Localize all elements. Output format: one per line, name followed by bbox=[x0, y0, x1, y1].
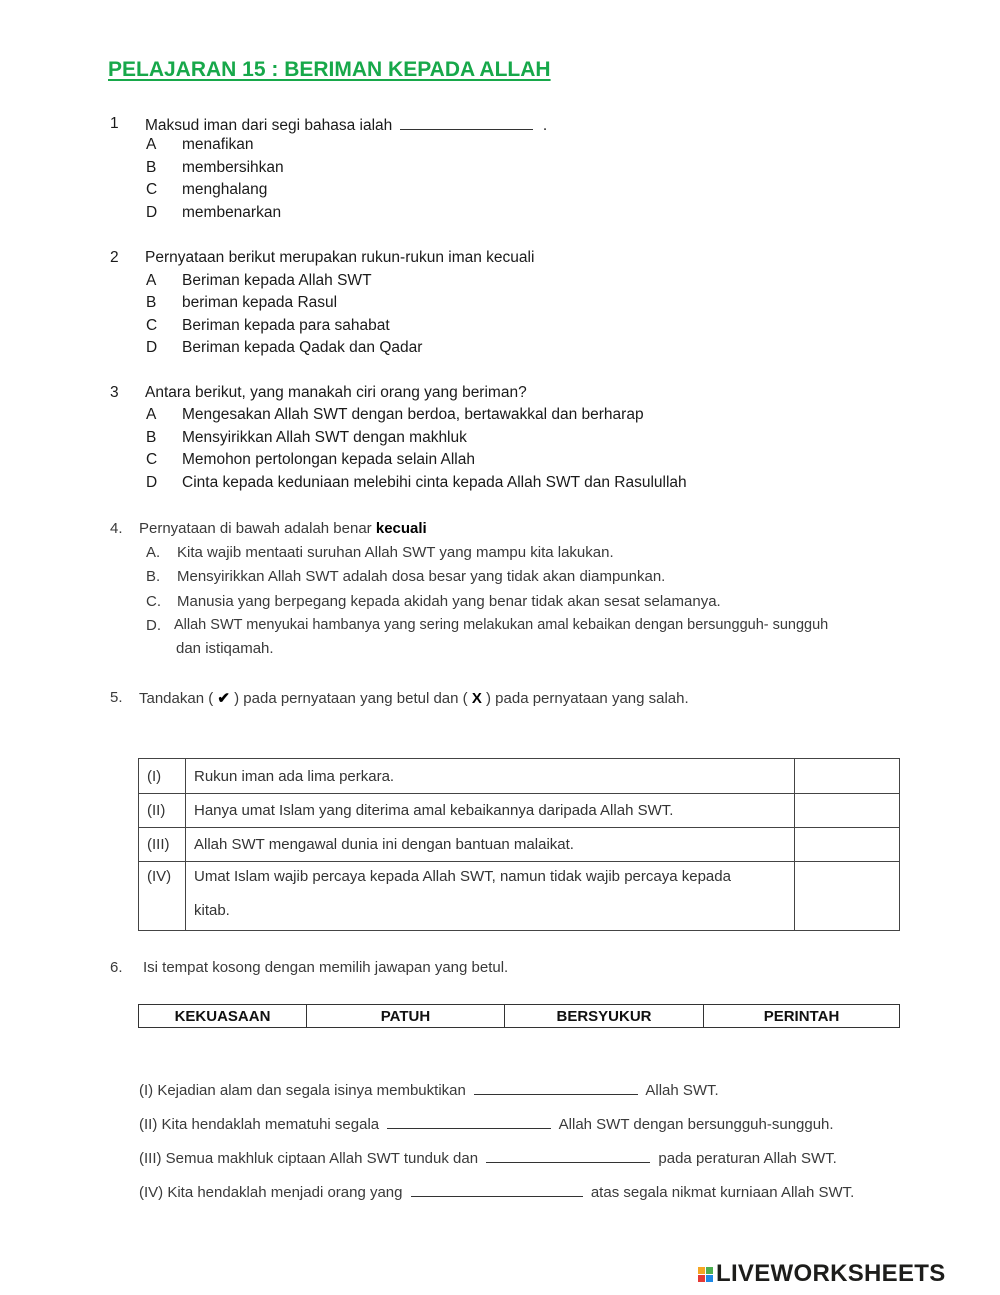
question-number: 1 bbox=[110, 115, 119, 132]
table-row bbox=[139, 828, 900, 862]
question-text: Isi tempat kosong dengan memilih jawapan yang betul. bbox=[143, 959, 509, 976]
option-letter: A bbox=[146, 272, 157, 289]
question-number: 3 bbox=[110, 384, 119, 401]
option-a[interactable] bbox=[146, 544, 614, 561]
question-text: Tandakan ( bbox=[139, 690, 214, 707]
option-letter: C. bbox=[146, 593, 161, 610]
fill-item-1 bbox=[139, 1080, 719, 1099]
question-text: Pernyataan berikut merupakan rukun-rukun iman kecuali bbox=[145, 249, 535, 266]
option-text-continued: dan istiqamah. bbox=[176, 640, 274, 657]
page-title: PELAJARAN 15 : BERIMAN KEPADA ALLAH bbox=[108, 58, 551, 81]
fill-item-3 bbox=[139, 1148, 837, 1167]
table-row bbox=[139, 862, 900, 931]
question-5 bbox=[110, 689, 689, 707]
row-numeral: (II) bbox=[139, 794, 186, 828]
brand-name: LIVEWORKSHEETS bbox=[716, 1260, 946, 1287]
answer-cell[interactable] bbox=[795, 759, 900, 794]
option-letter: C bbox=[146, 181, 158, 198]
option-text: membersihkan bbox=[182, 159, 284, 176]
answer-blank[interactable] bbox=[486, 1148, 650, 1163]
option-letter: D. bbox=[146, 617, 161, 634]
option-letter: A bbox=[146, 406, 157, 423]
answer-blank[interactable] bbox=[400, 115, 533, 130]
option-letter: B bbox=[146, 429, 157, 446]
answer-cell[interactable] bbox=[795, 828, 900, 862]
statement-text: Allah SWT mengawal dunia ini dengan bantuan malaikat. bbox=[186, 828, 795, 862]
option-letter: B. bbox=[146, 568, 161, 585]
option-letter: B bbox=[146, 294, 157, 311]
cross-icon: X bbox=[471, 690, 482, 707]
option-text: Allah SWT menyukai hambanya yang sering melakukan amal kebaikan dengan bersungguh- sungguh bbox=[174, 617, 829, 633]
fill-text: Allah SWT dengan bersungguh-sungguh. bbox=[558, 1116, 834, 1133]
fill-item-2 bbox=[139, 1114, 834, 1133]
row-numeral: (I) bbox=[139, 759, 186, 794]
option-text: Beriman kepada para sahabat bbox=[182, 317, 390, 334]
option-text: membenarkan bbox=[182, 204, 282, 221]
row-numeral: (IV) bbox=[139, 862, 186, 931]
liveworksheets-logo bbox=[698, 1260, 946, 1288]
true-false-table bbox=[138, 758, 900, 931]
table-row bbox=[139, 794, 900, 828]
answer-cell[interactable] bbox=[795, 794, 900, 828]
option-text: Kita wajib mentaati suruhan Allah SWT yang mampu kita lakukan. bbox=[177, 544, 614, 561]
logo-mark-icon bbox=[698, 1267, 713, 1282]
option-text: Mensyirikkan Allah SWT dengan makhluk bbox=[182, 429, 467, 446]
statement-text-continued: kitab. bbox=[194, 902, 230, 919]
question-number: 2 bbox=[110, 249, 119, 266]
row-numeral: (III) bbox=[139, 828, 186, 862]
fill-text: (II) Kita hendaklah mematuhi segala bbox=[139, 1116, 380, 1133]
option-letter: D bbox=[146, 339, 158, 356]
question-number: 5. bbox=[110, 689, 123, 706]
statement-text: Rukun iman ada lima perkara. bbox=[186, 759, 795, 794]
option-text: Beriman kepada Qadak dan Qadar bbox=[182, 339, 423, 356]
option-letter: D bbox=[146, 204, 158, 221]
option-letter: D bbox=[146, 474, 158, 491]
question-6 bbox=[110, 959, 509, 976]
option-text: menafikan bbox=[182, 136, 254, 153]
question-tail: . bbox=[542, 117, 548, 134]
table-row bbox=[139, 759, 900, 794]
question-number: 4. bbox=[110, 520, 123, 537]
option-text: Mengesakan Allah SWT dengan berdoa, bertawakkal dan berharap bbox=[182, 406, 644, 423]
option-text: Memohon pertolongan kepada selain Allah bbox=[182, 451, 475, 468]
fill-text: Allah SWT. bbox=[645, 1082, 719, 1099]
question-4 bbox=[110, 520, 427, 537]
answer-blank[interactable] bbox=[474, 1080, 638, 1095]
option-letter: B bbox=[146, 159, 157, 176]
question-text: Maksud iman dari segi bahasa ialah bbox=[145, 117, 393, 134]
check-icon: ✔ bbox=[217, 690, 230, 707]
option-letter: C bbox=[146, 317, 158, 334]
option-d[interactable] bbox=[146, 617, 829, 634]
word-option[interactable]: KEKUASAAN bbox=[139, 1005, 307, 1028]
option-text: beriman kepada Rasul bbox=[182, 294, 338, 311]
option-c[interactable] bbox=[146, 593, 721, 610]
fill-text: (III) Semua makhluk ciptaan Allah SWT tunduk dan bbox=[139, 1150, 479, 1167]
option-text: Cinta kepada keduniaan melebihi cinta kepada Allah SWT dan Rasulullah bbox=[182, 474, 687, 491]
option-letter: C bbox=[146, 451, 158, 468]
statement-text: Hanya umat Islam yang diterima amal kebaikannya daripada Allah SWT. bbox=[186, 794, 795, 828]
fill-item-4 bbox=[139, 1182, 854, 1201]
option-letter: A. bbox=[146, 544, 161, 561]
question-text: Pernyataan di bawah adalah benar bbox=[139, 520, 372, 537]
answer-cell[interactable] bbox=[795, 862, 900, 931]
option-text: Beriman kepada Allah SWT bbox=[182, 272, 372, 289]
word-option[interactable]: PATUH bbox=[307, 1005, 505, 1028]
question-number: 6. bbox=[110, 959, 123, 976]
answer-blank[interactable] bbox=[411, 1182, 583, 1197]
fill-text: pada peraturan Allah SWT. bbox=[658, 1150, 837, 1167]
question-text: ) pada pernyataan yang salah. bbox=[486, 690, 689, 707]
word-option[interactable]: PERINTAH bbox=[704, 1005, 900, 1028]
option-text: menghalang bbox=[182, 181, 268, 198]
fill-text: (I) Kejadian alam dan segala isinya membuktikan bbox=[139, 1082, 466, 1099]
option-letter: A bbox=[146, 136, 157, 153]
word-bank bbox=[138, 1004, 900, 1028]
question-text: Antara berikut, yang manakah ciri orang yang beriman? bbox=[145, 384, 527, 401]
question-text: ) pada pernyataan yang betul dan ( bbox=[234, 690, 468, 707]
option-b[interactable] bbox=[146, 568, 666, 585]
word-option[interactable]: BERSYUKUR bbox=[505, 1005, 704, 1028]
answer-blank[interactable] bbox=[387, 1114, 551, 1129]
option-text: Manusia yang berpegang kepada akidah yang benar tidak akan sesat selamanya. bbox=[177, 593, 721, 610]
question-emphasis: kecuali bbox=[375, 520, 427, 537]
option-text: Mensyirikkan Allah SWT adalah dosa besar yang tidak akan diampunkan. bbox=[177, 568, 666, 585]
statement-text: Umat Islam wajib percaya kepada Allah SWT, namun tidak wajib percaya kepada bbox=[194, 868, 731, 885]
fill-text: atas segala nikmat kurniaan Allah SWT. bbox=[590, 1184, 855, 1201]
fill-text: (IV) Kita hendaklah menjadi orang yang bbox=[139, 1184, 403, 1201]
